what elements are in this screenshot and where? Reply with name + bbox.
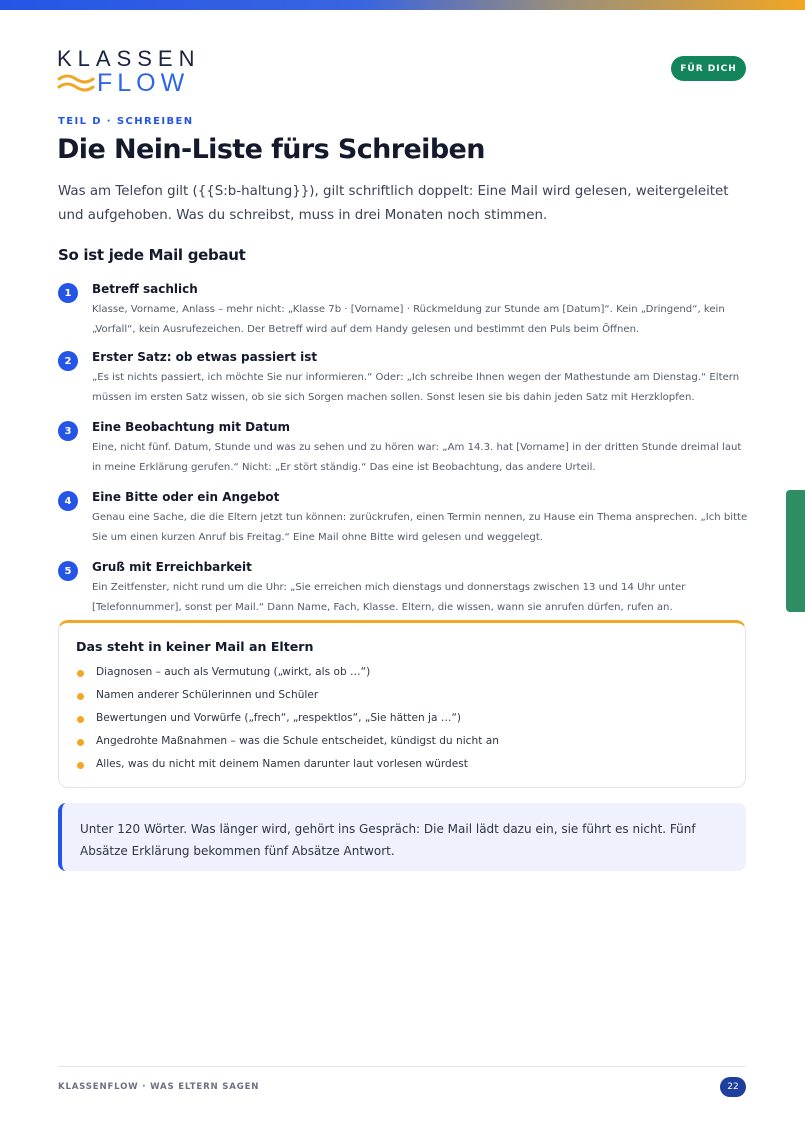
bullet-dot-icon bbox=[77, 716, 84, 723]
footer-label: KLASSENFLOW · WAS ELTERN SAGEN bbox=[58, 1082, 260, 1092]
step-title: Betreff sachlich bbox=[92, 282, 198, 296]
for-you-badge: FÜR DICH bbox=[671, 56, 746, 81]
page-number: 22 bbox=[720, 1077, 746, 1097]
list-item: Namen anderer Schülerinnen und Schüler bbox=[76, 686, 499, 709]
never-list bbox=[76, 663, 499, 778]
page-title: Die Nein-Liste fürs Schreiben bbox=[57, 134, 485, 165]
bullet-dot-icon bbox=[77, 693, 84, 700]
logo-text-bottom: FLOW bbox=[97, 69, 190, 97]
step-number: 3 bbox=[58, 421, 78, 441]
step-text: Eine, nicht fünf. Datum, Stunde und was zu sehen und zu hören war: „Am 14.3. hat [Vorname] in der dritten Stunde dreimal laut in meine Erklärung gerufen.“ Nicht: „Er stört ständig.“ Das eine ist Beobachtung, das andere Urteil. bbox=[92, 442, 742, 473]
bullet-dot-icon bbox=[77, 739, 84, 746]
lead-paragraph: Was am Telefon gilt ({{S:b-haltung}}), gilt schriftlich doppelt: Eine Mail wird gelesen, weitergeleitet und aufgehoben. Was du schreibst, muss in drei Monaten noch stimmen. bbox=[58, 184, 729, 223]
step-number: 2 bbox=[58, 351, 78, 371]
step-text: Klasse, Vorname, Anlass – mehr nicht: „Klasse 7b · [Vorname] · Rückmeldung zur Stunde am [Datum]“. Kein „Dringend“, kein „Vorfall“, kein Ausrufezeichen. Der Betreff wird auf dem Handy gelesen und bestimmt den Puls beim Öffnen. bbox=[92, 304, 725, 335]
bullet-dot-icon bbox=[77, 762, 84, 769]
step-text: Ein Zeitfenster, nicht rund um die Uhr: „Sie erreichen mich dienstags und donnerstags zwischen 13 und 14 Uhr unter [Telefonnummer], sonst per Mail.“ Dann Name, Fach, Klasse. Eltern, die wissen, wann sie anrufen dürfen, rufen an. bbox=[92, 582, 686, 613]
note-text: Unter 120 Wörter. Was länger wird, gehört ins Gespräch: Die Mail lädt dazu ein, sie führt es nicht. Fünf Absätze Erklärung bekommen fünf Absätze Antwort. bbox=[80, 822, 696, 858]
step-title: Eine Beobachtung mit Datum bbox=[92, 420, 291, 434]
structure-heading: So ist jede Mail gebaut bbox=[58, 246, 246, 264]
klassenflow-logo bbox=[57, 48, 201, 96]
step-title: Erster Satz: ob etwas passiert ist bbox=[92, 350, 318, 364]
step-text: „Es ist nichts passiert, ich möchte Sie nur informieren.“ Oder: „Ich schreibe Ihnen wegen der Mathestunde am Dienstag.“ Eltern müssen im ersten Satz wissen, ob sie sich Sorgen machen sollen. Sonst lesen sie bis dahin jeden Satz mit Herzklopfen. bbox=[92, 372, 740, 403]
step-title: Eine Bitte oder ein Angebot bbox=[92, 490, 280, 504]
section-kicker: TEIL D · SCHREIBEN bbox=[58, 116, 194, 127]
logo-text-top: KLASSEN bbox=[57, 46, 201, 71]
never-list-title: Das steht in keiner Mail an Eltern bbox=[76, 639, 314, 654]
step-title: Gruß mit Erreichbarkeit bbox=[92, 560, 252, 574]
bullet-dot-icon bbox=[77, 670, 84, 677]
list-item: Alles, was du nicht mit deinem Namen darunter laut vorlesen würdest bbox=[76, 755, 499, 778]
step-number: 4 bbox=[58, 491, 78, 511]
list-item: Angedrohte Maßnahmen – was die Schule entscheidet, kündigst du nicht an bbox=[76, 732, 499, 755]
waves-icon bbox=[57, 72, 95, 94]
step-number: 5 bbox=[58, 561, 78, 581]
list-item: Bewertungen und Vorwürfe („frech“, „respektlos“, „Sie hätten ja …“) bbox=[76, 709, 499, 732]
never-list-box bbox=[58, 620, 746, 788]
top-gradient-bar bbox=[0, 0, 805, 10]
list-item: Diagnosen – auch als Vermutung („wirkt, als ob …“) bbox=[76, 663, 499, 686]
note-callout bbox=[58, 803, 746, 871]
footer-divider bbox=[58, 1066, 746, 1067]
step-number: 1 bbox=[58, 283, 78, 303]
side-tab-marker bbox=[786, 490, 805, 612]
step-text: Genau eine Sache, die die Eltern jetzt tun können: zurückrufen, einen Termin nennen, zu Hause ein Thema ansprechen. „Ich bitte Sie um einen kurzen Anruf bis Freitag.“ Eine Mail ohne Bitte wird gelesen und weggelegt. bbox=[92, 512, 748, 543]
